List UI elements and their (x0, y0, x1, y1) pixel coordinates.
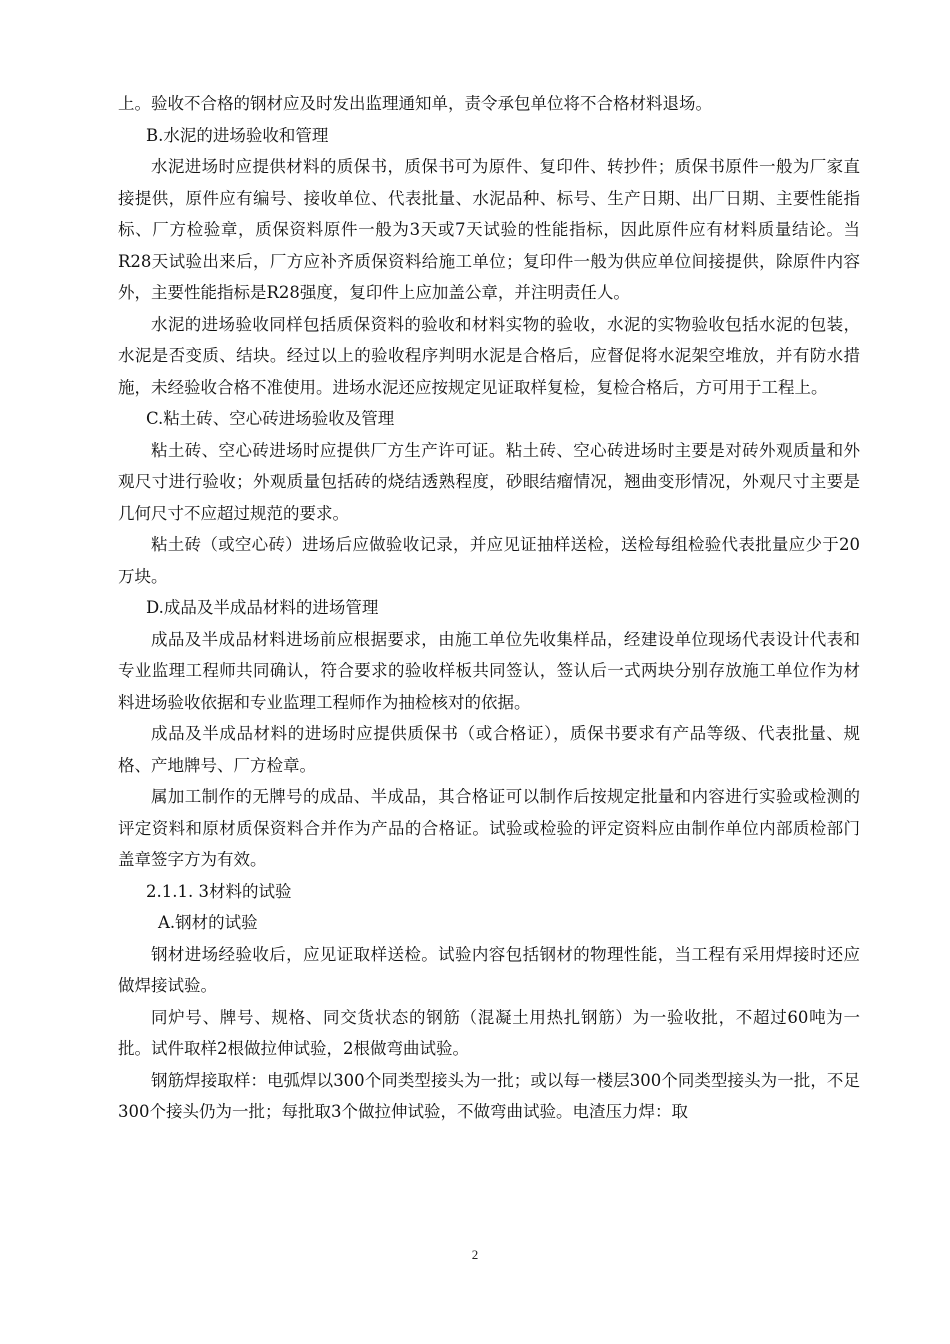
paragraph: 钢材进场经验收后，应见证取样送检。试验内容包括钢材的物理性能，当工程有采用焊接时还应做焊接试验。 (118, 944, 860, 995)
subsection-heading-a: A.钢材的试验 (158, 913, 258, 932)
paragraph: 粘土砖、空心砖进场时应提供厂方生产许可证。粘土砖、空心砖进场时主要是对砖外观质量和外观尺寸进行验收；外观质量包括砖的烧结透熟程度，砂眼结瘤情况，翘曲变形情况，外观尺寸主要是几何尺寸不应超过规范的要求。 (118, 440, 860, 523)
paragraph: 钢筋焊接取样：电弧焊以300个同类型接头为一批；或以每一楼层300个同类型接头为一批，不足300个接头仍为一批；每批取3个做拉伸试验，不做弯曲试验。电渣压力焊：取 (118, 1070, 860, 1121)
page-number: 2 (471, 1247, 479, 1262)
section-heading-b: B.水泥的进场验收和管理 (146, 125, 329, 145)
section-heading-c: C.粘土砖、空心砖进场验收及管理 (146, 409, 395, 428)
section-heading-d: D.成品及半成品材料的进场管理 (146, 598, 379, 617)
section-heading-2-1-1-3: 2.1.1. 3材料的试验 (146, 881, 292, 901)
paragraph: 成品及半成品材料进场前应根据要求，由施工单位先收集样品，经建设单位现场代表设计代表和专业监理工程师共同确认，符合要求的验收样板共同签认，签认后一式两块分别存放施工单位作为材料进场验收依据和专业监理工程师作为抽检核对的依据。 (118, 629, 860, 712)
paragraph: 水泥的进场验收同样包括质保资料的验收和材料实物的验收，水泥的实物验收包括水泥的包装，水泥是否变质、结块。经过以上的验收程序判明水泥是合格后，应督促将水泥架空堆放，并有防水措施，未经验收合格不准使用。进场水泥还应按规定见证取样复检，复检合格后，方可用于工程上。 (118, 314, 860, 397)
paragraph: 属加工制作的无牌号的成品、半成品，其合格证可以制作后按规定批量和内容进行实验或检测的评定资料和原材质保资料合并作为产品的合格证。试验或检验的评定资料应由制作单位内部质检部门盖章签字方为有效。 (118, 787, 860, 869)
paragraph: 水泥进场时应提供材料的质保书，质保书可为原件、复印件、转抄件；质保书原件一般为厂家直接提供，原件应有编号、接收单位、代表批量、水泥品种、标号、生产日期、出厂日期、主要性能指标、厂方检验章，质保资料原件一般为3天或7天试验的性能指标，因此原件应有材料质量结论。当R28天试验出来后，厂方应补齐质保资料给施工单位；复印件一般为供应单位间接提供，除原件内容外，主要性能指标是R28强度，复印件上应加盖公章，并注明责任人。 (118, 157, 860, 302)
paragraph: 同炉号、牌号、规格、同交货状态的钢筋（混凝土用热扎钢筋）为一验收批，不超过60吨为一批。试件取样2根做拉伸试验，2根做弯曲试验。 (118, 1007, 860, 1058)
paragraph: 成品及半成品材料的进场时应提供质保书（或合格证），质保书要求有产品等级、代表批量、规格、产地牌号、厂方检章。 (118, 724, 860, 775)
paragraph: 粘土砖（或空心砖）进场后应做验收记录，并应见证抽样送检，送检每组检验代表批量应少于20万块。 (118, 535, 860, 586)
page-content (118, 88, 860, 1128)
paragraph-continued: 上。验收不合格的钢材应及时发出监理通知单，责令承包单位将不合格材料退场。 (118, 94, 712, 113)
